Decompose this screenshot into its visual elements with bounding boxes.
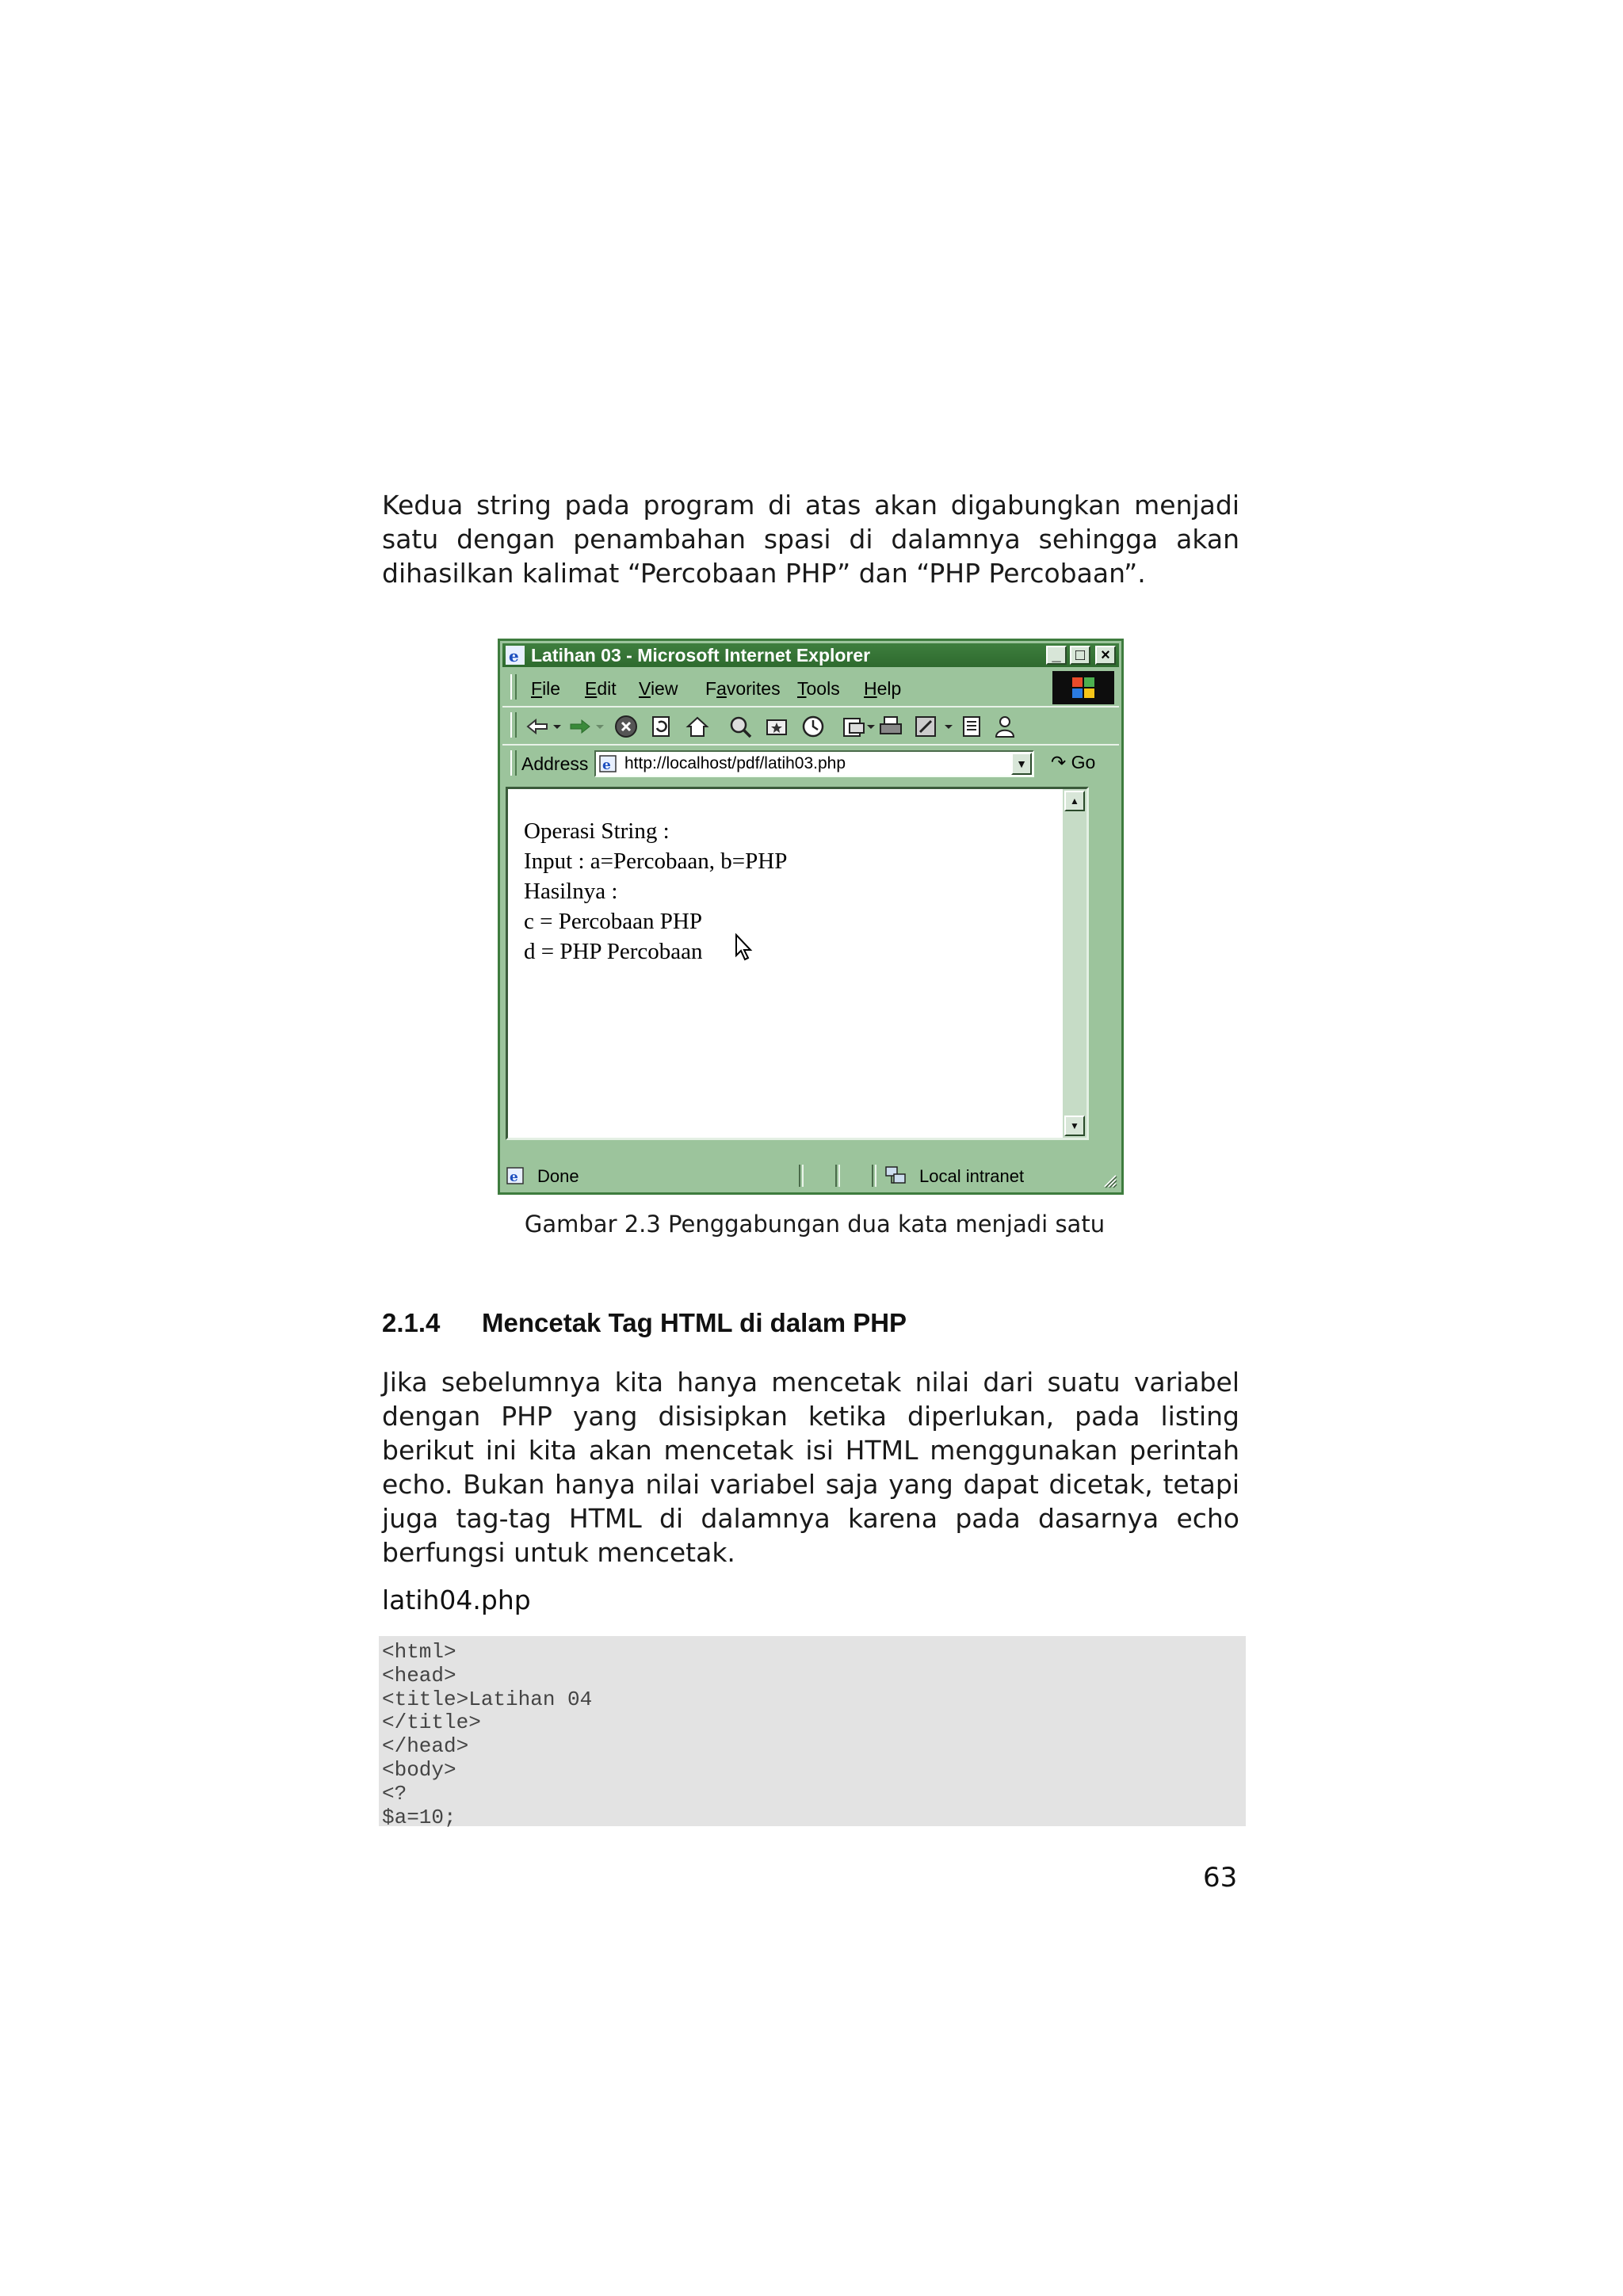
- page-content-area: [506, 787, 1089, 1140]
- address-bar: [502, 744, 1119, 782]
- search-icon[interactable]: [727, 714, 753, 739]
- menu-file[interactable]: File: [531, 678, 561, 699]
- stop-icon[interactable]: [613, 714, 639, 739]
- windows-logo: [1052, 671, 1114, 704]
- window-title: Latihan 03 - Microsoft Internet Explorer: [531, 645, 871, 666]
- status-bar: [502, 1161, 1119, 1190]
- page-done-icon: [506, 1166, 525, 1185]
- intro-paragraph: Kedua string pada program di atas akan digabungkan menjadi satu dengan penambahan spasi di dalamnya sehingga akan dihasilkan kalimat “Percobaan PHP” dan “PHP Percobaan”.: [382, 490, 1239, 589]
- menu-edit[interactable]: Edit: [585, 678, 617, 699]
- minimize-button[interactable]: _: [1046, 646, 1067, 665]
- section-heading: [382, 1308, 907, 1338]
- status-divider: [799, 1165, 804, 1187]
- section-number: 2.1.4: [382, 1308, 441, 1337]
- code-listing: [379, 1636, 1246, 1829]
- forward-dropdown-icon[interactable]: [594, 714, 605, 739]
- resize-grip-icon[interactable]: [1100, 1171, 1117, 1188]
- standard-toolbar: [502, 706, 1119, 744]
- toolbar-grip: [510, 712, 517, 738]
- scroll-down-icon[interactable]: ▼: [1064, 1116, 1085, 1136]
- toolbar-grip: [510, 674, 517, 700]
- back-icon[interactable]: [525, 714, 550, 739]
- figure-caption: Gambar 2.3 Penggabungan dua kata menjadi satu: [524, 1211, 1106, 1238]
- page-icon: [598, 754, 617, 773]
- svg-text:e: e: [509, 646, 519, 665]
- address-label: Address: [521, 753, 589, 774]
- go-button[interactable]: ↷ Go: [1051, 752, 1096, 772]
- forward-icon[interactable]: [567, 714, 593, 739]
- maximize-button[interactable]: □: [1070, 646, 1090, 665]
- toolbar-grip: [510, 750, 517, 776]
- menu-bar: [502, 669, 1119, 704]
- title-bar: [502, 643, 1119, 667]
- listing-filename: latih04.php: [382, 1585, 531, 1615]
- history-icon[interactable]: [800, 714, 826, 739]
- favorites-icon[interactable]: [764, 714, 789, 739]
- status-text: Done: [537, 1166, 579, 1186]
- back-dropdown-icon[interactable]: [552, 714, 563, 739]
- mail-icon[interactable]: [842, 714, 867, 739]
- chevron-down-icon[interactable]: ▼: [1011, 753, 1032, 775]
- output-line: Hasilnya :: [524, 879, 618, 904]
- output-line: Input : a=Percobaan, b=PHP: [524, 849, 788, 874]
- output-line: c = Percobaan PHP: [524, 909, 702, 934]
- menu-help[interactable]: Help: [864, 678, 902, 699]
- menu-tools[interactable]: Tools: [797, 678, 840, 699]
- browser-window-figure: [498, 639, 1124, 1195]
- mail-dropdown-icon[interactable]: [865, 714, 876, 739]
- mouse-cursor-icon: [735, 933, 755, 962]
- status-divider: [835, 1165, 840, 1187]
- edit-icon[interactable]: [913, 714, 938, 739]
- ie-icon: [506, 646, 525, 665]
- menu-favorites[interactable]: Favorites: [705, 678, 781, 699]
- close-button[interactable]: ×: [1095, 646, 1116, 665]
- windows-flag-icon: [1071, 675, 1096, 700]
- address-field[interactable]: [594, 750, 1034, 777]
- refresh-icon[interactable]: [648, 714, 674, 739]
- url-input[interactable]: [624, 753, 1005, 774]
- go-arrow-icon: ↷: [1051, 752, 1067, 772]
- output-line: d = PHP Percobaan: [524, 939, 703, 964]
- discuss-icon[interactable]: [959, 714, 984, 739]
- output-line: Operasi String :: [524, 818, 670, 844]
- edit-dropdown-icon[interactable]: [943, 714, 954, 739]
- scroll-up-icon[interactable]: ▲: [1064, 791, 1085, 811]
- body-paragraph: Jika sebelumnya kita hanya mencetak nilai dari suatu variabel dengan PHP yang disisipkan ketika diperlukan, pada listing berikut ini kita akan mencetak isi HTML menggunakan perintah echo. Bukan hanya nilai variabel saja yang dapat dicetak, tetapi juga tag-tag HTML di dalamnya karena pada dasarnya echo berfungsi untuk mencetak.: [382, 1367, 1239, 1568]
- svg-text:e: e: [510, 1169, 518, 1185]
- home-icon[interactable]: [685, 714, 710, 739]
- status-divider: [872, 1165, 876, 1187]
- print-icon[interactable]: [878, 714, 903, 739]
- page-number: 63: [1203, 1862, 1238, 1894]
- zone-text: Local intranet: [919, 1166, 1025, 1186]
- messenger-icon[interactable]: [992, 714, 1018, 739]
- vertical-scrollbar[interactable]: [1063, 789, 1086, 1138]
- section-title: Mencetak Tag HTML di dalam PHP: [482, 1308, 907, 1337]
- local-intranet-icon: [884, 1165, 907, 1186]
- svg-text:e: e: [602, 757, 611, 773]
- code-text: <html> <head> <title>Latihan 04 </title> </head> <body> <? $a=10;: [382, 1640, 593, 1829]
- menu-view[interactable]: View: [639, 678, 678, 699]
